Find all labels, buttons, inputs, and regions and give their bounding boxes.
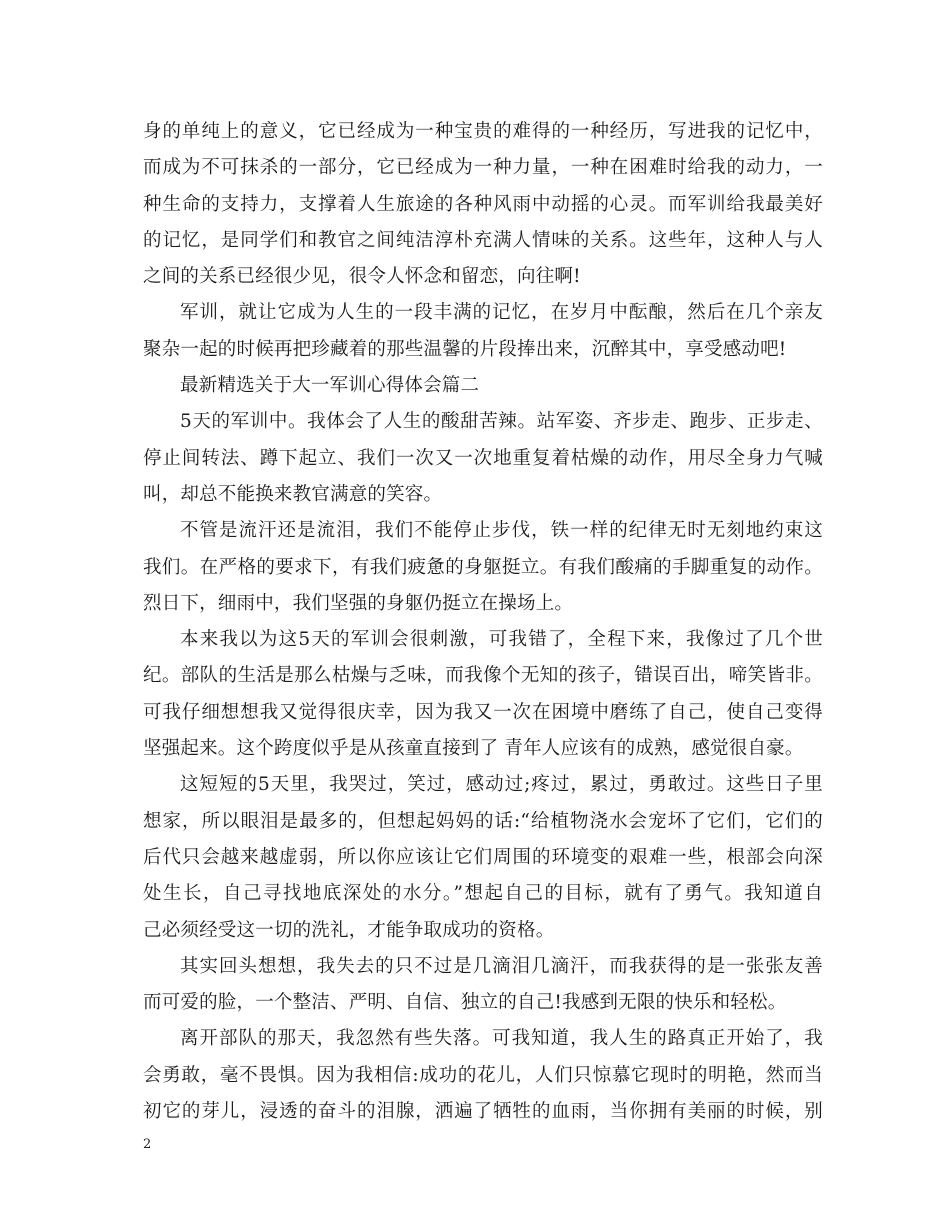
paragraph	[143, 622, 823, 767]
text-line: 我们。在严格的要求下，有我们疲惫的身躯挺立。有我们酸痛的手脚重复的动作。	[143, 556, 823, 578]
paragraph	[143, 404, 823, 513]
text-line: 其实回头想想，我失去的只不过是几滴泪几滴汗，而我获得的是一张张友善	[180, 955, 823, 977]
text-line: 初它的芽儿，浸透的奋斗的泪腺，洒遍了牺牲的血雨，当你拥有美丽的时候，别	[143, 1101, 823, 1123]
paragraph	[143, 1021, 823, 1130]
paragraph	[143, 949, 823, 1022]
text-line: 想家，所以眼泪是最多的，但想起妈妈的话:“给植物浇水会宠坏了它们，它们的	[143, 810, 823, 832]
text-line: 离开部队的那天，我忽然有些失落。可我知道，我人生的路真正开始了，我	[180, 1028, 823, 1050]
page-number: 2	[143, 1137, 152, 1152]
text-line: 这短短的5天里，我哭过，笑过，感动过;疼过，累过，勇敢过。这些日子里	[180, 774, 823, 796]
text-line: 纪。部队的生活是那么枯燥与乏味，而我像个无知的孩子，错误百出，啼笑皆非。	[143, 665, 823, 687]
text-line: 烈日下，细雨中，我们坚强的身躯仍挺立在操场上。	[143, 592, 574, 614]
text-line: 而可爱的脸，一个整洁、严明、自信、独立的自己!我感到无限的快乐和轻松。	[143, 992, 787, 1014]
paragraph	[143, 767, 823, 948]
text-line: 军训，就让它成为人生的一段丰满的记忆，在岁月中酝酿，然后在几个亲友	[180, 302, 823, 324]
document-body	[143, 114, 823, 1130]
paragraph	[143, 513, 823, 622]
text-line: 坚强起来。这个跨度似乎是从孩童直接到了 青年人应该有的成熟，感觉很自豪。	[143, 738, 804, 760]
text-line: 种生命的支持力，支撑着人生旅途的各种风雨中动摇的心灵。而军训给我最美好	[143, 193, 823, 215]
paragraph	[143, 114, 823, 295]
text-line: 而成为不可抹杀的一部分，它已经成为一种力量，一种在困难时给我的动力，一	[143, 157, 823, 179]
section-heading-text: 最新精选关于大一军训心得体会篇二	[180, 375, 480, 397]
text-line: 聚杂一起的时候再把珍藏着的那些温馨的片段捧出来，沉醉其中，享受感动吧!	[143, 338, 787, 360]
text-line: 处生长，自己寻找地底深处的水分。”想起自己的目标，就有了勇气。我知道自	[143, 883, 823, 905]
text-line: 的记忆，是同学们和教官之间纯洁淳朴充满人情味的关系。这些年，这种人与人	[143, 229, 823, 251]
text-line: 之间的关系已经很少见，很令人怀念和留恋，向往啊!	[143, 266, 581, 288]
text-line: 5天的军训中。我体会了人生的酸甜苦辣。站军姿、齐步走、跑步、正步走、	[180, 411, 823, 433]
text-line: 后代只会越来越虚弱，所以你应该让它们周围的环境变的艰难一些，根部会向深	[143, 846, 823, 868]
text-line: 停止间转法、蹲下起立、我们一次又一次地重复着枯燥的动作，用尽全身力气喊	[143, 447, 823, 469]
text-line: 己必须经受这一切的洗礼，才能争取成功的资格。	[143, 919, 555, 941]
text-line: 可我仔细想想我又觉得很庆幸，因为我又一次在困境中磨练了自己，使自己变得	[143, 701, 823, 723]
text-line: 身的单纯上的意义，它已经成为一种宝贵的难得的一种经历，写进我的记忆中，	[143, 121, 823, 142]
text-line: 会勇敢，毫不畏惧。因为我相信:成功的花儿，人们只惊慕它现时的明艳，然而当	[143, 1064, 823, 1086]
text-line: 不管是流汗还是流泪，我们不能停止步伐，铁一样的纪律无时无刻地约束这	[180, 520, 823, 542]
paragraph	[143, 295, 823, 368]
text-line: 本来我以为这5天的军训会很刺激，可我错了，全程下来，我像过了几个世	[180, 629, 823, 651]
text-line: 叫，却总不能换来教官满意的笑容。	[143, 483, 443, 505]
section-heading	[143, 368, 823, 404]
